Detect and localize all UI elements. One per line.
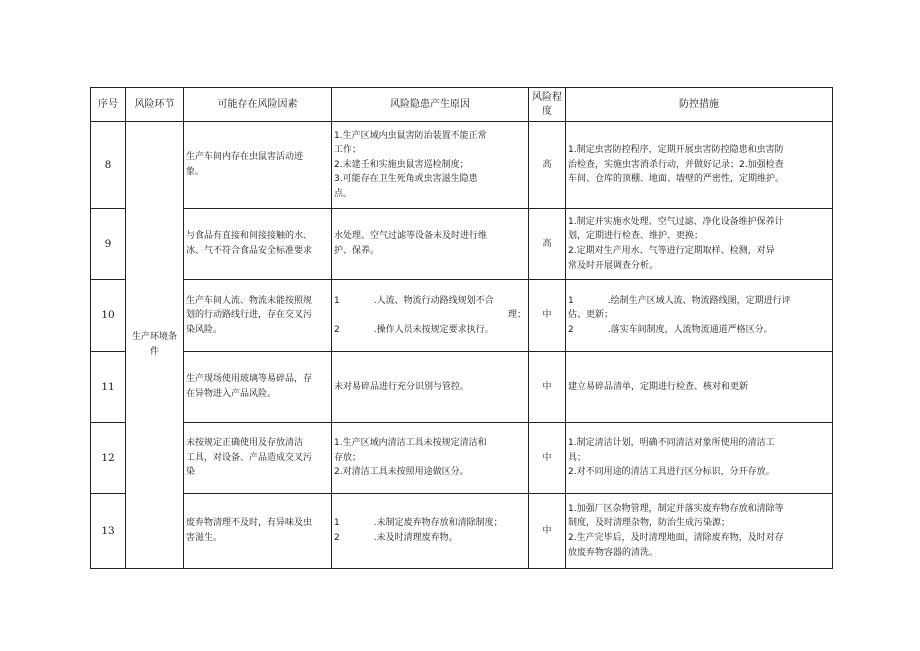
header-stage: 风险环节: [126, 88, 184, 122]
header-factors: 可能存在风险因素: [184, 88, 332, 122]
control-measure-cell: [566, 209, 833, 280]
risk-level-cell: 中: [529, 352, 566, 423]
table-row: [91, 423, 833, 494]
control-measure-cell: [566, 494, 833, 569]
table-row: [91, 352, 833, 423]
risk-cause-line: 水处理、空气过滤等设备未及时进行维: [334, 231, 488, 242]
risk-cause-cell: [332, 352, 529, 423]
risk-cause-line: [334, 294, 526, 309]
table-row: [91, 209, 833, 280]
row-number: 9: [91, 209, 126, 280]
risk-factor-cell: [184, 352, 332, 423]
item-number: 2: [568, 324, 574, 335]
risk-factor-line: 未按规定正确使用及存放清洁: [186, 438, 304, 449]
risk-cause-line: 工作；: [334, 145, 362, 156]
item-number: 1: [334, 518, 340, 529]
risk-stage-cell: [126, 122, 184, 569]
header-seq: 序号: [91, 88, 126, 122]
risk-cause-cell: [332, 280, 529, 352]
risk-factor-cell: [184, 209, 332, 280]
item-number: 2: [334, 533, 340, 543]
risk-factor-line: 染: [186, 467, 196, 478]
risk-cause-line: [334, 531, 526, 546]
row-number: 11: [91, 352, 126, 423]
risk-factor-line: 废弃物清理不及时，有异味及虫: [186, 518, 313, 529]
risk-cause-line: [334, 323, 526, 338]
risk-cause-cell: [332, 209, 529, 280]
control-measure-line: 具；: [568, 452, 587, 463]
control-measure-line: 建立易碎品清单，定期进行检查、核对和更新: [568, 381, 749, 392]
risk-level-cell: 中: [529, 494, 566, 569]
risk-factor-line: 划的行动路线行进，存在交叉污: [186, 310, 313, 321]
risk-cause-line: 护、保养。: [334, 246, 380, 256]
item-text: .落实车间制度，人流物流通道严格区分。: [607, 324, 773, 335]
risk-factor-cell: [184, 122, 332, 209]
header-causes: 风险隐患产生原因: [332, 88, 529, 122]
risk-cause-cell: [332, 423, 529, 494]
risk-level-cell: 高: [529, 122, 566, 209]
risk-table: [90, 87, 833, 569]
control-measure-cell: [566, 423, 833, 494]
item-text: .未制定废弃物存放和清除制度；: [373, 518, 503, 529]
control-measure-line: 2.对不同用途的清洁工具进行区分标识，分开存放。: [568, 467, 775, 478]
header-level-line1: 风险程: [532, 92, 562, 103]
risk-factor-line: 象。: [186, 167, 205, 177]
risk-cause-cell: [332, 122, 529, 209]
control-measure-cell: [566, 352, 833, 423]
control-measure-line: 放废弃物容器的清洗。: [568, 547, 659, 558]
risk-cause-line: 3.可能存在卫生死角或虫害滋生隐患: [334, 174, 478, 185]
control-measure-line: 车间、仓库的顶棚、地面、墙壁的严密性，定期维护。: [568, 174, 785, 185]
control-measure-line: 1.制定清洁计划，明确不同清洁对象所使用的清洁工: [568, 438, 775, 449]
risk-factor-line: 在异物进入产品风险。: [186, 389, 277, 399]
risk-cause-line: 1.生产区域内虫鼠害防治装置不能正常: [334, 130, 487, 141]
control-measure-line: 2.定期对生产用水、气等进行定期取样、检测，对异: [568, 246, 775, 256]
risk-factor-line: 生产现场使用玻璃等易碎品，存: [186, 374, 313, 385]
risk-cause-line: 存放；: [334, 452, 362, 463]
control-measure-line: 治检查，实施虫害消杀行动，并做好记录；2.加强检查: [568, 159, 784, 170]
risk-cause-line: 理；: [507, 310, 526, 321]
risk-cause-line: [334, 516, 526, 531]
control-measure-cell: [566, 280, 833, 352]
item-number: 2: [334, 324, 340, 335]
risk-cause-line: 点。: [334, 188, 353, 199]
risk-factor-line: 冰、气不符合食品安全标准要求: [186, 246, 313, 256]
risk-level-cell: 中: [529, 423, 566, 494]
item-text: .人流、物流行动路线规划不合: [373, 295, 494, 306]
risk-factor-cell: [184, 423, 332, 494]
risk-cause-line: 2.对清洁工具未按照用途做区分。: [334, 467, 469, 478]
control-measure-line: 1.制定并实施水处理、空气过滤、净化设备维护保养计: [568, 216, 784, 227]
table-row: [91, 494, 833, 569]
risk-factor-line: 与食品有直接和间接接触的水、: [186, 231, 313, 242]
risk-factor-line: 害滋生。: [186, 533, 223, 543]
control-measure-line: 2.生产完毕后，及时清理地面，清除废弃物，及时对存: [568, 533, 784, 543]
control-measure-cell: [566, 122, 833, 209]
item-text: .操作人员未按规定要求执行。: [373, 324, 494, 335]
control-measure-line: 1.加强厂区杂物管理，制定并落实废弃物存放和清除等: [568, 503, 784, 514]
table-row: [91, 122, 833, 209]
control-measure-line: 常及时开展调查分析。: [568, 260, 659, 271]
risk-stage-line1: 生产环境条: [131, 332, 177, 343]
risk-factor-line: 生产车间内存在虫鼠害活动迹: [186, 152, 304, 163]
header-measures: 防控措施: [566, 88, 833, 122]
header-level: [529, 88, 566, 122]
risk-level-cell: 中: [529, 280, 566, 352]
control-measure-line: 估、更新；: [568, 310, 614, 321]
risk-factor-cell: [184, 280, 332, 352]
row-number: 13: [91, 494, 126, 569]
risk-level-cell: 高: [529, 209, 566, 280]
control-measure-line: [568, 294, 830, 309]
risk-factor-line: 生产车间人流、物流未能按照规: [186, 295, 313, 306]
risk-cause-line: 未对易碎品进行充分识别与管控。: [334, 381, 470, 392]
risk-stage-line2: 件: [149, 347, 159, 357]
control-measure-line: [568, 323, 830, 338]
item-text: .未及时清理废弃物。: [373, 533, 458, 543]
row-number: 12: [91, 423, 126, 494]
row-number: 8: [91, 122, 126, 209]
risk-factor-line: 工具，对设备、产品造成交叉污: [186, 452, 313, 463]
item-number: 1: [568, 295, 574, 306]
item-text: .绘制生产区域人流、物流路线图，定期进行评: [607, 295, 791, 306]
control-measure-line: 制度，及时清理杂物，防治生成污染源；: [568, 518, 731, 529]
table-header-row: [91, 88, 833, 122]
item-number: 1: [334, 295, 340, 306]
table-row: [91, 280, 833, 352]
control-measure-line: 划，定期进行检查、维护、更换；: [568, 231, 704, 242]
risk-factor-cell: [184, 494, 332, 569]
risk-cause-line: 2.未建壬和实施虫鼠害巡检制度；: [334, 159, 469, 170]
control-measure-line: 1.制定虫害防控程序，定期开展虫害防控隐患和虫害防: [568, 145, 784, 156]
risk-cause-cell: [332, 494, 529, 569]
header-level-line2: 度: [542, 105, 552, 117]
row-number: 10: [91, 280, 126, 352]
risk-factor-line: 染风险。: [186, 324, 223, 335]
risk-cause-line: 1.生产区域内清洁工具未按规定清洁和: [334, 438, 487, 449]
